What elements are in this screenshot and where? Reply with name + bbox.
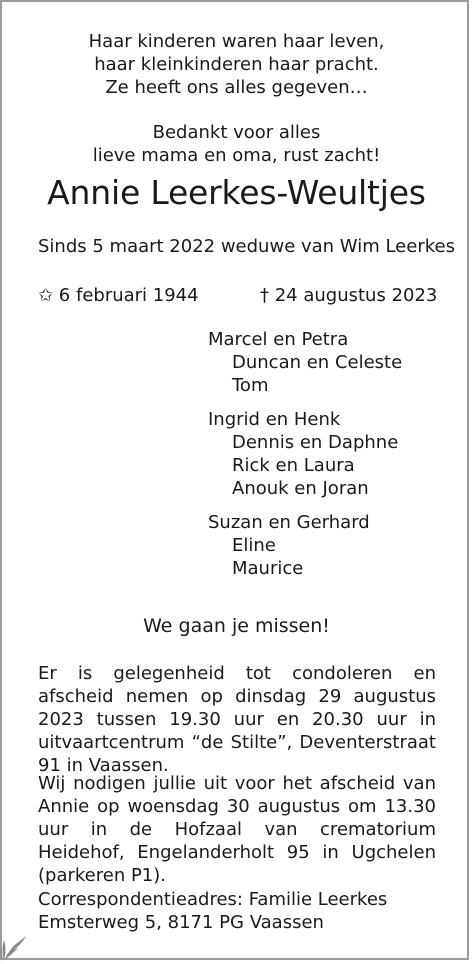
thanks-line: Bedankt voor alles xyxy=(152,122,321,143)
family-group xyxy=(208,328,402,397)
family-child: Eline xyxy=(232,535,276,556)
family-child: Anouk en Joran xyxy=(232,478,369,499)
intro-line: Haar kinderen waren haar leven, xyxy=(88,31,385,52)
thanks-text xyxy=(0,121,473,167)
deceased-name: Annie Leerkes-Weultjes xyxy=(47,173,426,212)
correspondence-address xyxy=(38,888,436,934)
birth-date: ✩ 6 februari 1944 xyxy=(38,285,199,306)
closing-line: We gaan je missen! xyxy=(143,615,330,637)
leaf-icon xyxy=(0,920,30,964)
family-parents: Marcel en Petra xyxy=(208,329,349,350)
family-list xyxy=(208,328,402,591)
condolence-paragraph: Er is gelegenheid tot condoleren en afscheid nemen op dinsdag 29 augustus 2023 tussen 19.30 uur en 20.30 uur in uitvaartcentrum “de Stilte”, Deventerstraat 91 in Vaassen. xyxy=(38,663,436,776)
widow-line: Sinds 5 maart 2022 weduwe van Wim Leerkes xyxy=(38,236,455,257)
correspondence-line: Emsterweg 5, 8171 PG Vaassen xyxy=(38,912,324,933)
family-parents: Suzan en Gerhard xyxy=(208,512,370,533)
family-child: Maurice xyxy=(232,558,304,579)
family-child: Tom xyxy=(232,375,269,396)
death-date: † 24 augustus 2023 xyxy=(260,285,438,306)
family-group xyxy=(208,408,402,500)
family-group xyxy=(208,511,402,580)
intro-line: Ze heeft ons alles gegeven… xyxy=(105,77,368,98)
family-child: Duncan en Celeste xyxy=(232,352,403,373)
intro-poem xyxy=(0,30,473,99)
farewell-paragraph: Wij nodigen jullie uit voor het afscheid van Annie op woensdag 30 augustus om 13.30 uur in de Hofzaal van crematorium Heidehof, Engelanderholt 95 in Ugchelen (parkeren P1). xyxy=(38,773,436,886)
correspondence-line: Correspondentieadres: Familie Leerkes xyxy=(38,889,388,910)
family-child: Rick en Laura xyxy=(232,455,355,476)
thanks-line: lieve mama en oma, rust zacht! xyxy=(92,145,381,166)
intro-line: haar kleinkinderen haar pracht. xyxy=(94,54,379,75)
family-parents: Ingrid en Henk xyxy=(208,409,341,430)
family-child: Dennis en Daphne xyxy=(232,432,399,453)
